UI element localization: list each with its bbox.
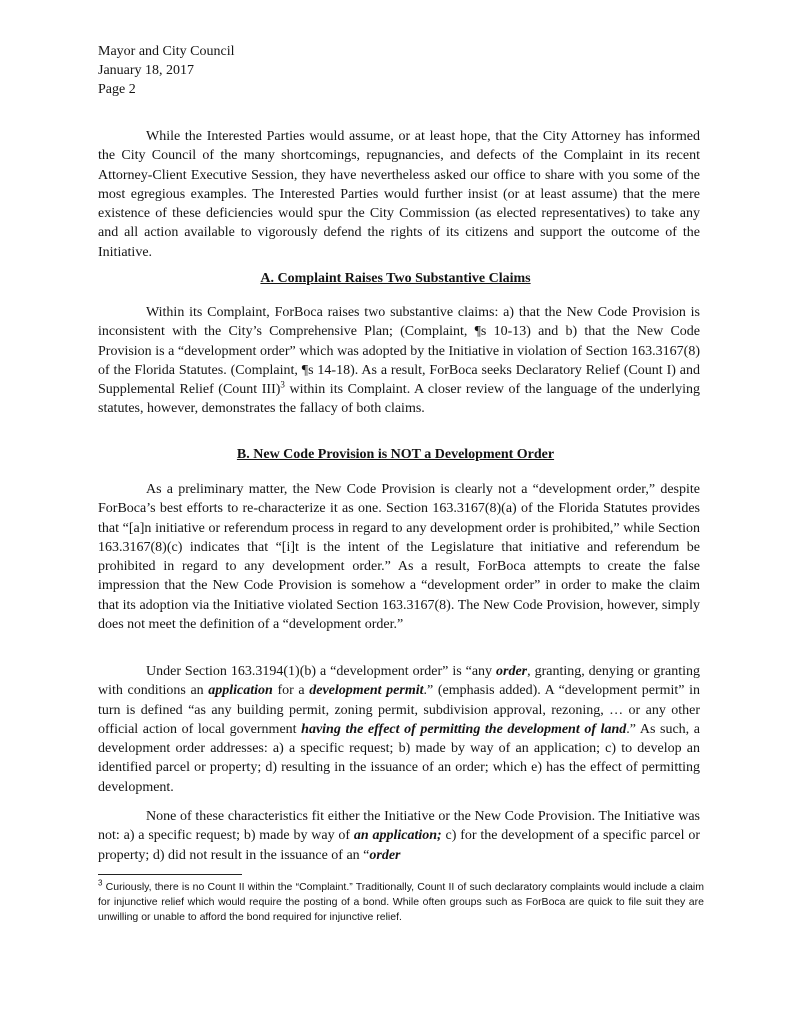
section-b-heading: B. New Code Provision is NOT a Development Order: [236, 447, 555, 462]
intro-paragraph-block: [98, 127, 700, 262]
section-b-paragraph-1-block: [98, 480, 700, 634]
footnote: [98, 880, 704, 925]
section-b-paragraph-3: [98, 807, 700, 865]
footnote-number: 3: [98, 878, 103, 888]
header-page-number: Page 2: [98, 82, 136, 97]
p3-emphasis-order: order: [369, 847, 401, 863]
section-a-paragraph: [98, 303, 700, 419]
section-a-text-before-ref: Within its Complaint, ForBoca raises two substantive claims: a) that the New Code Provision is inconsistent with the City’s Comprehensive Plan; (Complaint, ¶s 10-13) and b) that the New Code Provision is a “development order” which was adopted by the Initiative in violation of Section 163.3167(8) of the Florida Statutes. (Complaint, ¶s 14-18). As a result, ForBoca seeks Declaratory Relief (Count I) and Supplemental Relief (Count III): [98, 305, 700, 398]
section-b-paragraph-2-block: [98, 662, 700, 797]
footnote-divider: [98, 874, 242, 875]
section-b-paragraph-2: [98, 662, 700, 797]
section-a-block: [98, 303, 700, 419]
section-a-text-after-ref: within its Complaint. A closer review of the language of the underlying statutes, however, demonstrates the fallacy of both claims.: [98, 382, 700, 417]
section-b-paragraph-3-block: [98, 807, 700, 865]
p2-text-3: for a: [272, 683, 310, 699]
p2-emphasis-permitting-development: having the effect of permitting the development of land: [301, 721, 627, 737]
p3-text-1: None of these characteristics fit either the Initiative or the New Code Provision. The Initiative was not: a) a specific request; b) made by way of: [98, 809, 700, 844]
p3-text-2: c) for the development of a specific parcel or property; d) did not result in the issuance of an “: [98, 828, 700, 863]
footnote-text: Curiously, there is no Count II within the “Complaint.” Traditionally, Count II of such declaratory complaints would include a claim for injunctive relief which would require the posting of a bond. While often groups such as ForBoca are quick to file suit they are unwilling or unable to afford the bond required for injunctive relief.: [98, 881, 704, 923]
intro-paragraph: While the Interested Parties would assume, or at least hope, that the City Attorney has informed the City Council of the many shortcomings, repugnancies, and defects of the Complaint in its recent Attorney-Client Executive Session, they have nevertheless asked our office to share with you some of the most egregious examples. The Interested Parties would further insist (or at least assume) that the mere existence of these deficiencies would spur the City Commission (as elected representatives) to take any and all action available to vigorously defend the rights of its citizens and support the outcome of the Initiative.: [98, 129, 700, 260]
letter-header: [98, 42, 235, 99]
p2-text-2: , granting, denying or granting with conditions an: [98, 664, 701, 699]
section-a-heading: A. Complaint Raises Two Substantive Claims: [260, 271, 531, 286]
p2-emphasis-development-permit: development permit: [309, 683, 424, 699]
header-date: January 18, 2017: [98, 63, 195, 78]
p2-emphasis-order: order: [496, 664, 528, 679]
p3-emphasis-an-application: an application;: [353, 828, 442, 844]
header-recipient: Mayor and City Council: [98, 44, 235, 59]
p2-text-5: .” As such, a development order addresses: a) a specific request; b) made by way of an application; c) to develop an identified parcel or property; d) resulting in the issuance of an order; which e) has the effect of permitting development.: [98, 721, 700, 795]
footnote-reference: 3: [280, 379, 285, 390]
section-b-paragraph-1: As a preliminary matter, the New Code Provision is clearly not a “development order,” despite ForBoca’s best efforts to re-characterize it as one. Section 163.3167(8)(a) of the Florida Statutes provides that “[a]n initiative or referendum process in regard to any development order is prohibited,” while Section 163.3167(8)(c) indicates that “[i]t is the intent of the Legislature that initiative and referendum be prohibited in regard to any development order.” As a result, ForBoca attempts to create the false impression that the New Code Provision is somehow a “development order” in order to make the claim that its adoption via the Initiative violated Section 163.3167(8). The New Code Provision, however, simply does not meet the definition of a “development order.”: [98, 482, 700, 633]
p2-text-4: .” (emphasis added). A “development permit” in turn is defined “as any building permit, zoning permit, subdivision approval, rezoning, … or any other official action of local government: [98, 683, 700, 737]
p2-emphasis-application: application: [208, 683, 273, 699]
p2-text-1: Under Section 163.3194(1)(b) a “development order” is “any: [146, 664, 496, 679]
